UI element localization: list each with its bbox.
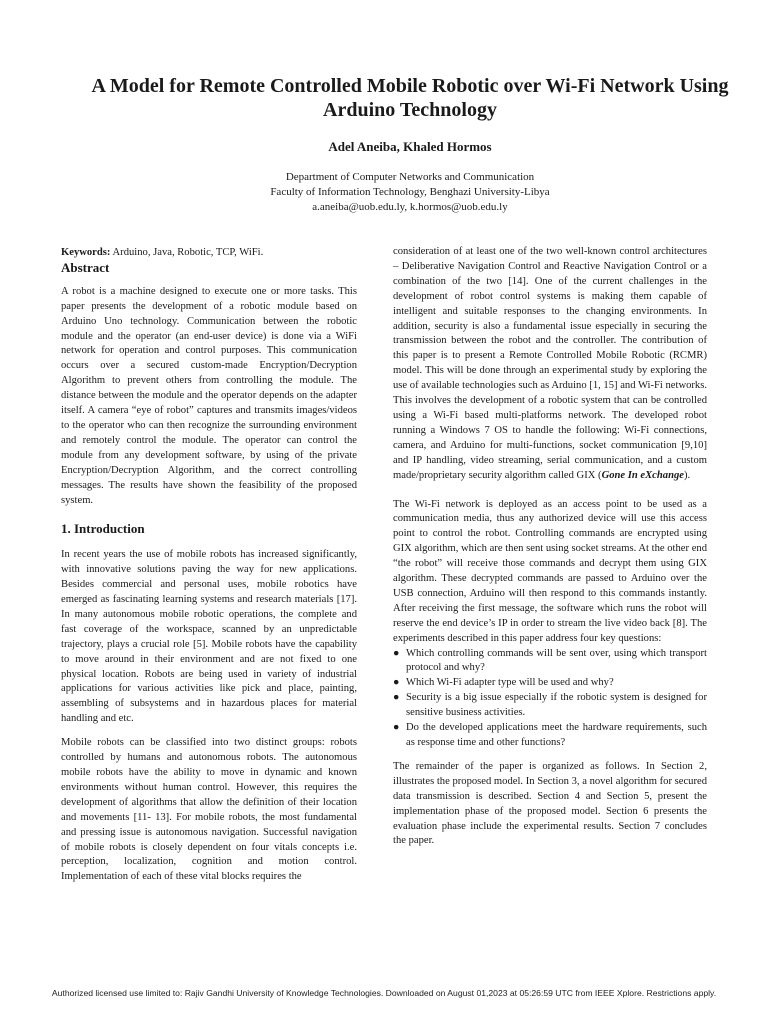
keywords-label: Keywords: [61,247,111,258]
left-column [61,246,357,885]
keywords-text: Arduino, Java, Robotic, TCP, WiFi. [112,247,264,258]
bullet-icon: ● [393,647,400,659]
intro-paragraph-2: Mobile robots can be classified into two distinct groups: robots controlled by humans and autonomous robots. The autonomous mobile robots have the ability to move in dynamic and known environments without human control. However, this requires the development of algorithms that allow the definition of their location and movements [11- 13]. For mobile robots, the most fundamental and pressing issue is autonomous navigation. Successful navigation of mobile robots is closely dependent on four vitals concepts i.e. perception, localization, cognition and motion control. Implementation of each of these vital blocks requires the [61,737,357,883]
list-item [393,647,707,677]
list-item-text: Security is a big issue especially if the robotic system is designed for sensitive business activities. [406,692,707,719]
intro-paragraph-3 [393,245,707,484]
bullet-icon: ● [393,677,400,689]
right-column [393,245,707,849]
intro-paragraph-3-text: consideration of at least one of the two well-known control architectures – Deliberative Navigation Control and Reactive Navigation Control or a combination of the two [14]. One of the current challenges in the development of robot control systems is making them capable of intelligent and suitable responses to the changing environments. In addition, security is also a fundamental issue especially in securing the transmission between the robot and the controller. The contribution of this paper is to present a Remote Controlled Mobile Robotic (RCMR) model. This will be done through an experimental study by exploring the use of available technologies such as Arduino [1, 15] and Wi-Fi networks. This involves the development of a robotic system that can be controlled using a Wi-Fi based multi-platforms network. The developed robot running a Windows 7 OS to handle the following: Wi-Fi connections, camera, and Arduino for multi-functions, socket communication [9,10] and IP handling, video streaming, serial communication, and a custom made/proprietary security algorithm called GIX ( [393,246,707,481]
list-item-text: Which controlling commands will be sent over, using which transport protocol and why? [406,647,707,674]
bullet-icon: ● [393,722,400,734]
intro-paragraph-4: The Wi-Fi network is deployed as an access point to be used as a communication media, thus any authorized device will use this access point to control the robot. Controlling commands are encrypted using GIX algorithm, which are then sent using socket streams. At the other end “the robot” will receive those commands and decrypt them using GIX algorithm. These decrypted commands are passed to Arduino over the USB connection, Arduino will then respond to this commands instantly. After receiving the first message, the software which runs the robot will reserve the end device’s IP in order to stream the live video back [8]. The experiments described in this paper address four key questions: [393,498,707,644]
affiliation-block [90,170,730,215]
list-item [393,676,707,691]
keywords-line [61,246,357,261]
list-item-text: Which Wi-Fi adapter type will be used and why? [406,677,614,689]
affiliation-faculty: Faculty of Information Technology, Benghazi University-Libya [270,186,550,198]
key-questions-list [393,647,707,751]
list-item [393,721,707,751]
intro-paragraph-3-end: ). [683,469,691,481]
abstract-text: A robot is a machine designed to execute one or more tasks. This paper presents the development of a robotic module based on Arduino Uno technology. Communication between the robotic module and the operator (an end-user device) is done via a WiFi network for operation and control purposes. This communication occurs over a secured custom-made Encryption/Decryption Algorithm to prevent others from controlling the module. The distance between the module and the operator depends on the adapter itself. A camera “eye of robot” captures and transmits images/videos to the operator who can then recognize the surrounding environment and remotely control the module. The operator can control the module from any development software, by using of the private Encryption/Decryption Algorithm, and the correct controlling messages. The results have shown the feasibility of the proposed system. [61,285,357,506]
ieee-license-footer: Authorized licensed use limited to: Rajiv Gandhi University of Knowledge Technologies. Downloaded on August 01,2023 at 05:26:59 UTC from IEEE Xplore. Restrictions apply. [51,988,717,998]
introduction-heading: 1. Introduction [61,521,145,537]
abstract-heading: Abstract [61,259,110,275]
paper-title: A Model for Remote Controlled Mobile Robotic over Wi-Fi Network Using Arduino Technology [91,75,729,121]
intro-paragraph-1: In recent years the use of mobile robots has increased significantly, with innovative solutions paving the way for new applications. Besides commercial and personal uses, mobile robotics have emerged as fascinating learning systems and research materials [17]. In many autonomous mobile robotic operations, the complete and fast coverage of the workspace, scanned by an unpredictable trajectory, plays a crucial role [5]. Mobile robots have the capability to move around in their environment and are not fixed to one physical location. Robots are being used in variety of industrial applications for various activities like pick and place, painting, assembling of subsystems and in hazardous places for material handling and etc. [61,549,357,725]
bullet-icon: ● [393,692,400,704]
intro-paragraph-5: The remainder of the paper is organized as follows. In Section 2, illustrates the proposed model. In Section 3, a novel algorithm for secured data transmission is described. Section 4 and Section 5, present the implementation phase of the proposed model. Section 6 presents the evaluation phase include the experimental results. Section 7 concludes the paper. [393,760,707,847]
author-names: Adel Aneiba, Khaled Hormos [328,139,492,154]
list-item [393,691,707,721]
list-item-text: Do the developed applications meet the hardware requirements, such as response time and other functions? [406,722,707,748]
affiliation-department: Department of Computer Networks and Communication [285,171,535,183]
author-emails: a.aneiba@uob.edu.ly, k.hormos@uob.edu.ly [312,201,508,213]
gix-expansion: Gone In eXchange [601,469,684,481]
